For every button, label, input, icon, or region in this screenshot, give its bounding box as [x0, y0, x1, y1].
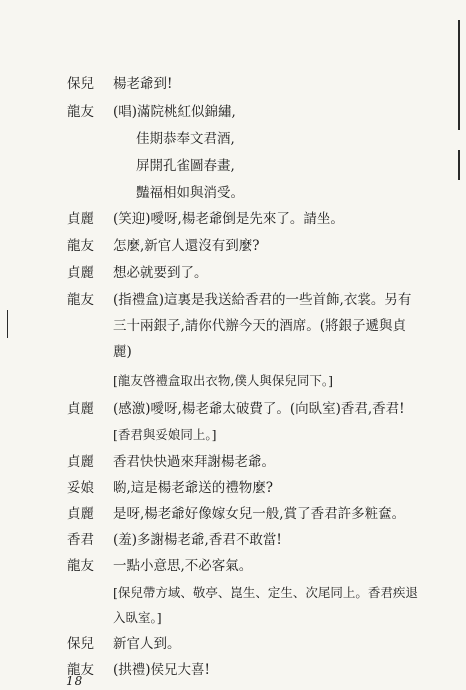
- dialogue-line: 新官人到。: [113, 636, 181, 652]
- verse-line: 豔福相如與消受。: [136, 185, 244, 201]
- dialogue-line: (羞)多謝楊老爺,香君不敢當!: [113, 532, 282, 548]
- dialogue-line: 香君快快過來拜謝楊老爺。: [113, 454, 275, 470]
- speaker-label: 龍友: [67, 292, 94, 308]
- scan-edge-mark: [458, 150, 460, 180]
- dialogue-line: 怎麼,新官人還沒有到麼?: [113, 238, 260, 254]
- speaker-label: 貞麗: [67, 401, 94, 417]
- scan-edge-mark: [458, 20, 460, 130]
- page-number: 18: [66, 674, 84, 688]
- speaker-label: 龍友: [67, 662, 94, 678]
- scan-edge-mark: [7, 310, 8, 338]
- verse-line: 屏開孔雀圖春畫,: [136, 158, 235, 174]
- dialogue-line-continued: 三十兩銀子,請你代辦今天的酒席。(將銀子遞與貞: [113, 318, 407, 334]
- verse-line: 佳期恭奉文君酒,: [136, 131, 235, 147]
- speaker-label: 保兒: [67, 76, 94, 92]
- dialogue-line-continued: 麗): [113, 344, 132, 360]
- dialogue-line: (指禮盒)這裏是我送給香君的一些首飾,衣裳。另有: [113, 292, 412, 308]
- dialogue-line: (唱)滿院桃紅似錦繡,: [113, 104, 236, 120]
- speaker-label: 龍友: [67, 104, 94, 120]
- speaker-label: 龍友: [67, 238, 94, 254]
- stage-direction: [保兒帶方域、敬亭、崑生、定生、次尾同上。香君疾退: [113, 585, 418, 600]
- speaker-label: 貞麗: [67, 265, 94, 281]
- speaker-label: 貞麗: [67, 211, 94, 227]
- dialogue-line: 喲,這是楊老爺送的禮物麼?: [113, 480, 274, 496]
- stage-direction-continued: 入臥室。]: [113, 610, 162, 625]
- dialogue-line: 楊老爺到!: [113, 76, 173, 92]
- speaker-label: 龍友: [67, 558, 94, 574]
- speaker-label: 香君: [67, 532, 94, 548]
- dialogue-line: 是呀,楊老爺好像嫁女兒一般,賞了香君許多粧奩。: [113, 506, 406, 522]
- dialogue-line: (拱禮)侯兄大喜!: [113, 662, 210, 678]
- speaker-label: 保兒: [67, 636, 94, 652]
- speaker-label: 妥娘: [67, 480, 94, 496]
- dialogue-line: 一點小意思,不必客氣。: [113, 558, 253, 574]
- dialogue-line: (感激)噯呀,楊老爺太破費了。(向臥室)香君,香君!: [113, 401, 405, 417]
- dialogue-line: 想必就要到了。: [113, 265, 208, 281]
- stage-direction: [香君與妥娘同上。]: [113, 427, 217, 442]
- speaker-label: 貞麗: [67, 454, 94, 470]
- speaker-label: 貞麗: [67, 506, 94, 522]
- dialogue-line: (笑迎)噯呀,楊老爺倒是先來了。請坐。: [113, 211, 344, 227]
- stage-direction: [龍友啓禮盒取出衣物,僕人與保兒同下。]: [113, 373, 333, 388]
